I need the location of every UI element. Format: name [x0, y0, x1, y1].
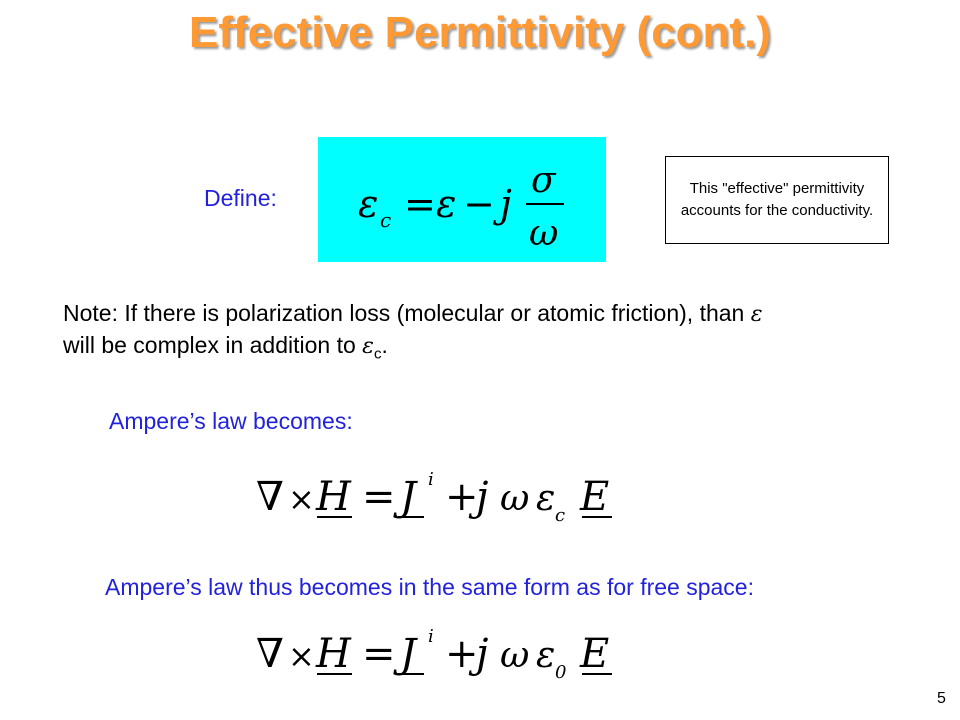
omega-symbol: ω — [500, 635, 530, 676]
omega-symbol: ω — [500, 478, 530, 519]
note-part2: will be complex in addition to — [63, 332, 363, 358]
polarization-note — [63, 298, 923, 370]
note-eps2-subscript: c — [373, 345, 382, 363]
nabla-symbol: ∇ — [256, 631, 284, 677]
sigma-symbol: σ — [531, 160, 556, 201]
eps-symbol: ε — [436, 182, 457, 226]
j-symbol: j — [476, 631, 489, 677]
plus-sign: + — [445, 474, 479, 520]
eps-subscript: c — [555, 505, 566, 526]
slide-title: Effective Permittivity (cont.) — [189, 8, 771, 57]
j-vector: J — [400, 474, 417, 520]
note-part1: Note: If there is polarization loss (molecular or atomic friction), than — [63, 300, 751, 326]
h-vector: H — [316, 631, 351, 677]
note-part3: . — [381, 332, 388, 358]
j-superscript: i — [428, 469, 434, 490]
j-symbol: j — [500, 182, 512, 226]
eps-c-symbol: ε — [358, 182, 379, 226]
eps-c-subscript: c — [380, 208, 392, 232]
define-label: Define: — [204, 185, 277, 211]
ampere-equation — [240, 455, 630, 535]
omega-symbol: ω — [529, 213, 559, 254]
eps-symbol: ε — [536, 635, 556, 676]
define-equation-box — [318, 137, 606, 262]
equals-sign: = — [362, 631, 396, 677]
define-equation — [318, 137, 606, 262]
free-space-label: Ampere’s law thus becomes in the same form as for free space: — [105, 574, 754, 600]
cross-symbol: × — [288, 480, 315, 518]
page-number: 5 — [937, 690, 946, 707]
plus-sign: + — [445, 631, 479, 677]
cross-symbol: × — [288, 637, 315, 675]
note-eps-symbol: ε — [750, 302, 763, 327]
h-vector: H — [316, 474, 351, 520]
j-superscript: i — [428, 626, 434, 647]
effective-permittivity-note-box — [665, 156, 889, 244]
free-space-equation — [240, 612, 630, 692]
ampere-law-label: Ampere’s law becomes: — [109, 408, 353, 434]
note-box-text: This "effective" permittivity accounts for the conductivity. — [680, 180, 874, 219]
equals-sign: = — [362, 474, 396, 520]
eps-symbol: ε — [536, 478, 556, 519]
nabla-symbol: ∇ — [256, 474, 284, 520]
e-vector: E — [580, 631, 610, 677]
note-eps2-symbol: ε — [362, 334, 374, 359]
eps-subscript: 0 — [555, 662, 567, 683]
minus-sign: − — [463, 182, 495, 226]
equals-sign: = — [404, 182, 436, 226]
j-symbol: j — [476, 474, 489, 520]
e-vector: E — [580, 474, 610, 520]
j-vector: J — [400, 631, 417, 677]
